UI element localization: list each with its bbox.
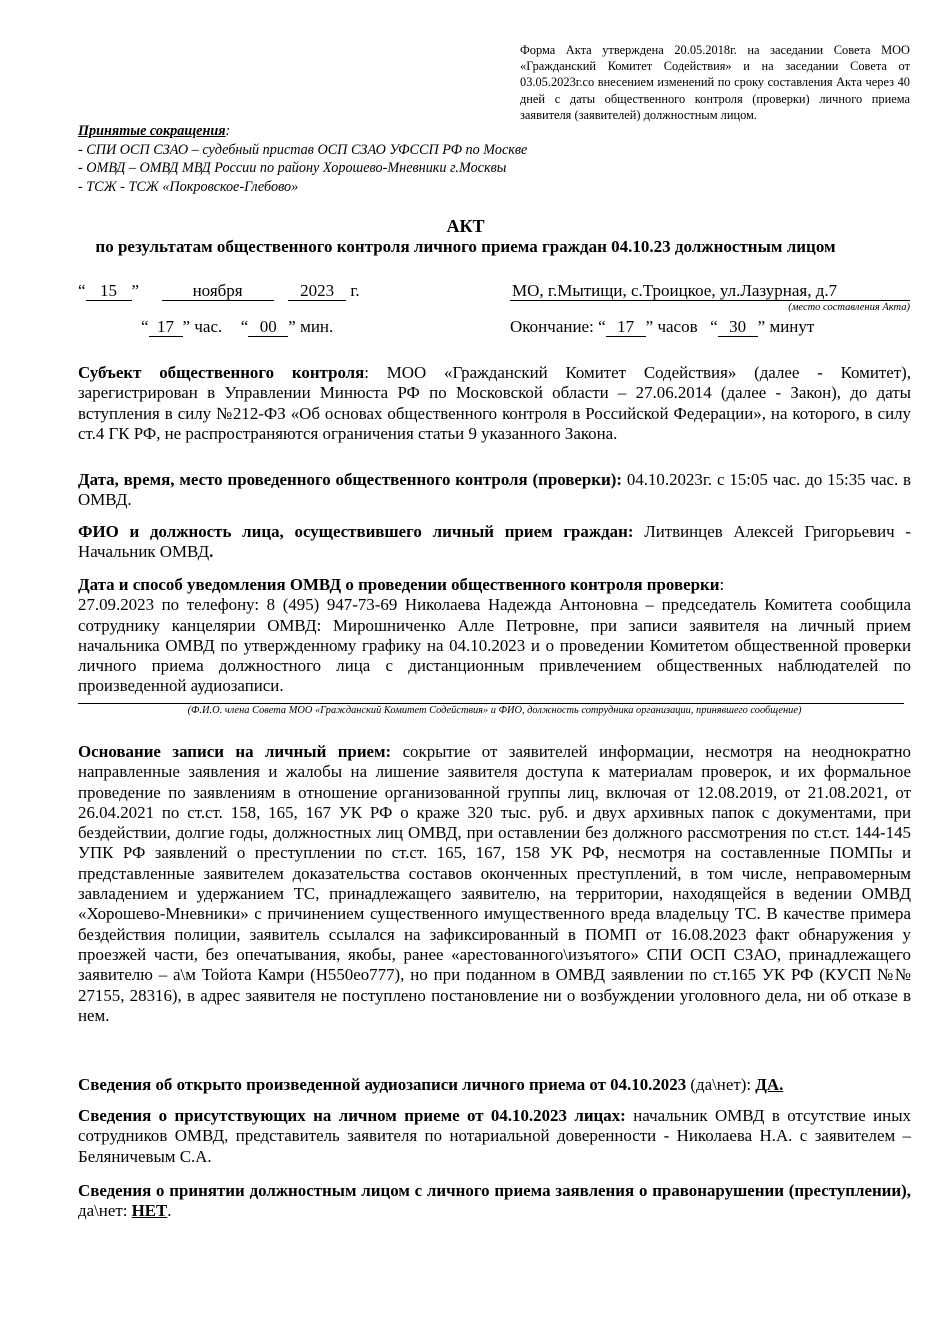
official-section: ФИО и должность лица, осуществившего личный прием граждан: Литвинцев Алексей Григорьевич - Начальник ОМВД.: [78, 522, 911, 562]
control-datetime-label: Дата, время, место проведенного общественного контроля (проверки):: [78, 470, 623, 489]
notification-caption: (Ф.И.О. члена Совета МОО «Гражданский Комитет Содействия» и ФИО, должность сотрудника организации, принявшего сообщение): [187, 705, 802, 716]
date-year: 2023: [288, 282, 346, 301]
place-underline: [510, 300, 910, 301]
act-place: МО, г.Мытищи, с.Троицкое, ул.Лазурная, д.7: [512, 281, 838, 300]
notification-section: Дата и способ уведомления ОМВД о проведении общественного контроля проверки: 27.09.2023 по телефону: 8 (495) 947-73-69 Николаева Надежда Антоновна – председатель Комитета сообщила сотруднику канцелярии ОМВД: Мирошниченко Алле Петровне, при записи заявителя на личный прием начальника ОМВД по утвержденному графику на 04.10.2023 и о проведении Комитетом общественной проверки личного приема должностного лица с дистанционным привлечением общественных наблюдателей по произведенной аудиозаписи.: [78, 575, 911, 696]
basis-label: Основание записи на личный прием:: [78, 742, 392, 761]
end-time: Окончание: “ 17 ” часов “ 30 ” минут: [510, 317, 815, 336]
abbreviations-block: Принятые сокращения: - СПИ ОСП СЗАО – судебный пристав ОСП СЗАО УФССП РФ по Москве - ОМВД – ОМВД МВД России по району Хорошево-Мневники г.Москвы - ТСЖ - ТСЖ «Покровское-Глебово»: [78, 123, 528, 195]
audio-label: Сведения об открыто произведенной аудиозаписи личного приема от 04.10.2023: [78, 1075, 687, 1094]
place-caption: (место составления Акта): [788, 302, 910, 313]
date-month: ноября: [162, 282, 274, 301]
audio-value: ДА.: [755, 1075, 784, 1094]
date-year-suffix: г.: [350, 281, 360, 300]
abbreviation-item: - ТСЖ - ТСЖ «Покровское-Глебово»: [78, 178, 299, 195]
subject-text: : МОО «Гражданский Комитет Содействия» (далее - Комитет), зарегистрирован в Управлении Минюста РФ по Московской области – 27.06.2014 (далее - Закон), до даты вступления в силу №212-ФЗ «Об основах общественного контроля в Российской Федерации», на которого, в силу ст.4 ГК РФ, не распространяются ограничения статьи 9 указанного Закона.: [78, 363, 911, 443]
statement-section: Сведения о принятии должностным лицом с личного приема заявления о правонарушении (преступлении), да\нет: НЕТ.: [78, 1181, 911, 1221]
statement-value: НЕТ: [131, 1201, 168, 1221]
start-minute: 00: [248, 318, 288, 337]
present-section: [78, 1106, 911, 1167]
control-datetime-text: 04.10.2023г. с 15:05 час. до 15:35 час. в ОМВД.: [78, 470, 911, 510]
start-hour: 17: [149, 318, 183, 337]
notification-label: Дата и способ уведомления ОМВД о проведении общественного контроля проверки: [78, 575, 720, 594]
document-title: АКТ: [446, 216, 485, 236]
present-text: начальник ОМВД в отсутствие иных сотрудников ОМВД, представитель заявителя по нотариальной доверенности - Николаева Н.А. с заявителем – Беляничевым С.А.: [78, 1106, 912, 1166]
document-subtitle: по результатам общественного контроля личного приема граждан 04.10.23 должностным лицом: [95, 237, 836, 256]
statement-label: Сведения о принятии должностным лицом с личного приема заявления о правонарушении (преступлении),: [78, 1181, 911, 1200]
official-label: ФИО и должность лица, осуществившего личный прием граждан:: [78, 522, 634, 541]
basis-text: сокрытие от заявителей информации, несмотря на неоднократно направленные заявления и жалобы на лишение заявителя доступа к материалам проверок, и их формальное проведение по заявлениям в отношение организованной группы лиц, включая от 12.08.2019, от 21.08.2021, от 26.04.2021 по ст.ст. 158, 165, 167 УК РФ о краже 320 тыс. руб. и двух архивных папок с документами, при бездействии, долгие годы, должностных лиц ОМВД, при оставлении без должного рассмотрения по ст.ст. 144-145 УПК РФ заявлений о преступлении по ст.ст. 165, 167, 158 УК РФ, несмотря на составленные ПОМПы и представленные заявителем доказательства составов оконченных преступлений, в том числе, неправомерным завладением и удержанием ТС, принадлежащего заявителю, на территории, находящейся в ведении ОМВД «Хорошево-Мневники» с причинением существенного имущественного вреда владельцу ТС. В качестве примера бездействия полиции, заявитель ссылался на зафиксированный в ПОМП от 16.08.2023 факт обнаружения у проезжей части, без опечатывания, якобы, ранее «арестованного\изъятого» СПИ ОСП СЗАО, принадлежащего заявителю – а\м Тойота Камри (Н550ео777), но при поданном в ОМВД заявлении по ст.165 УК РФ (КУСП №№ 27155, 28316), в адрес заявителя не поступлено постановление ни о возбуждении уголовного дела, ни об отказе в нем.: [78, 742, 911, 1025]
official-text: Литвинцев Алексей Григорьевич - Начальник ОМВД: [78, 522, 911, 562]
end-hour: 17: [606, 318, 646, 337]
subject-label: Субъект общественного контроля: [78, 363, 365, 382]
form-approval-note: Форма Акта утверждена 20.05.2018г. на заседании Совета МОО «Гражданский Комитет Содействия» и на заседании Совета от 03.05.2023г.со внесением изменений по сроку составления Акта через 40 дней с даты общественного контроля (проверки) личного приема заявителя (заявителей) должностным лицом.: [520, 43, 910, 122]
start-time: “ 17 ” час. “ 00 ” мин.: [141, 317, 334, 336]
abbreviations-heading: Принятые сокращения: [78, 123, 226, 139]
abbreviation-item: - ОМВД – ОМВД МВД России по району Хорошево-Мневники г.Москвы: [78, 160, 507, 176]
present-label: Сведения о присутствующих на личном приеме от 04.10.2023 лицах:: [78, 1106, 626, 1125]
audio-section: Сведения об открыто произведенной аудиозаписи личного приема от 04.10.2023 (да\нет): ДА.: [78, 1075, 784, 1094]
control-datetime-section: [78, 470, 911, 511]
subject-section: [78, 363, 911, 444]
notification-text: 27.09.2023 по телефону: 8 (495) 947-73-69 Николаева Надежда Антоновна – председатель Комитета сообщила сотруднику канцелярии ОМВД: Мирошниченко Алле Петровне, при записи заявителя на личный прием начальника ОМВД по утвержденному графику на 04.10.2023 и о проведении Комитетом общественной проверки личного приема должностного лица с дистанционным привлечением общественных наблюдателей по произведенной аудиозаписи.: [78, 595, 911, 696]
act-date: “ 15 ” ноября 2023 г.: [78, 281, 360, 300]
abbreviation-item: - СПИ ОСП СЗАО – судебный пристав ОСП СЗАО УФССП РФ по Москве: [78, 141, 528, 158]
basis-section: [78, 742, 911, 1026]
notification-underline: [78, 703, 904, 704]
end-minute: 30: [718, 318, 758, 337]
date-day: 15: [86, 282, 132, 301]
